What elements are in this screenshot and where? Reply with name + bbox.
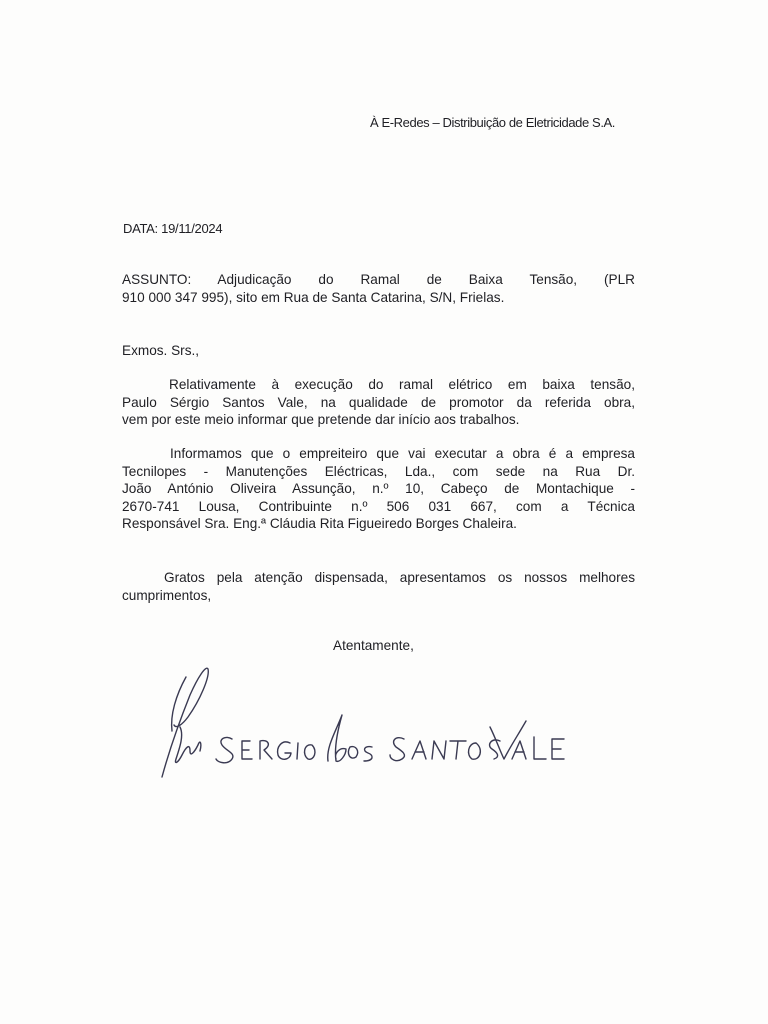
paragraph-line: Tecnilopes - Manutenções Eléctricas, Lda., com sede na Rua Dr. — [122, 463, 635, 479]
paragraph-line: Gratos pela atenção dispensada, apresentamos os nossos melhores — [164, 570, 635, 585]
paragraph-line: Paulo Sérgio Santos Vale, na qualidade de promotor da referida obra, — [122, 394, 635, 410]
paragraph-line: vem por este meio informar que pretende dar início aos trabalhos. — [122, 412, 520, 427]
date-line: DATA: 19/11/2024 — [123, 221, 223, 236]
paragraph-line: Informamos que o empreiteiro que vai executar a obra é a empresa — [170, 446, 635, 461]
paragraph-line: João António Oliveira Assunção, n.º 10, Cabeço de Montachique - — [122, 481, 635, 496]
subject-paragraph — [122, 271, 635, 306]
paragraph-line: Relativamente à execução do ramal elétrico em baixa tensão, — [169, 377, 635, 392]
body-paragraph-1 — [122, 376, 635, 429]
subject-line: 910 000 347 995), sito em Rua de Santa Catarina, S/N, Frielas. — [122, 289, 505, 305]
body-paragraph-3 — [122, 569, 635, 604]
addressee-line: À E-Redes – Distribuição de Eletricidade S.A. — [370, 115, 616, 130]
paragraph-line: Responsável Sra. Eng.ª Cláudia Rita Figueiredo Borges Chaleira. — [122, 516, 517, 531]
handwritten-signature — [150, 655, 570, 785]
paragraph-line: 2670-741 Lousa, Contribuinte n.º 506 031 667, com a Técnica — [122, 498, 635, 514]
subject-line: ASSUNTO: Adjudicação do Ramal de Baixa Tensão, (PLR — [122, 272, 635, 287]
paragraph-line: cumprimentos, — [122, 587, 212, 603]
closing: Atentamente, — [333, 638, 414, 653]
salutation: Exmos. Srs., — [122, 343, 200, 358]
body-paragraph-2 — [122, 445, 635, 533]
